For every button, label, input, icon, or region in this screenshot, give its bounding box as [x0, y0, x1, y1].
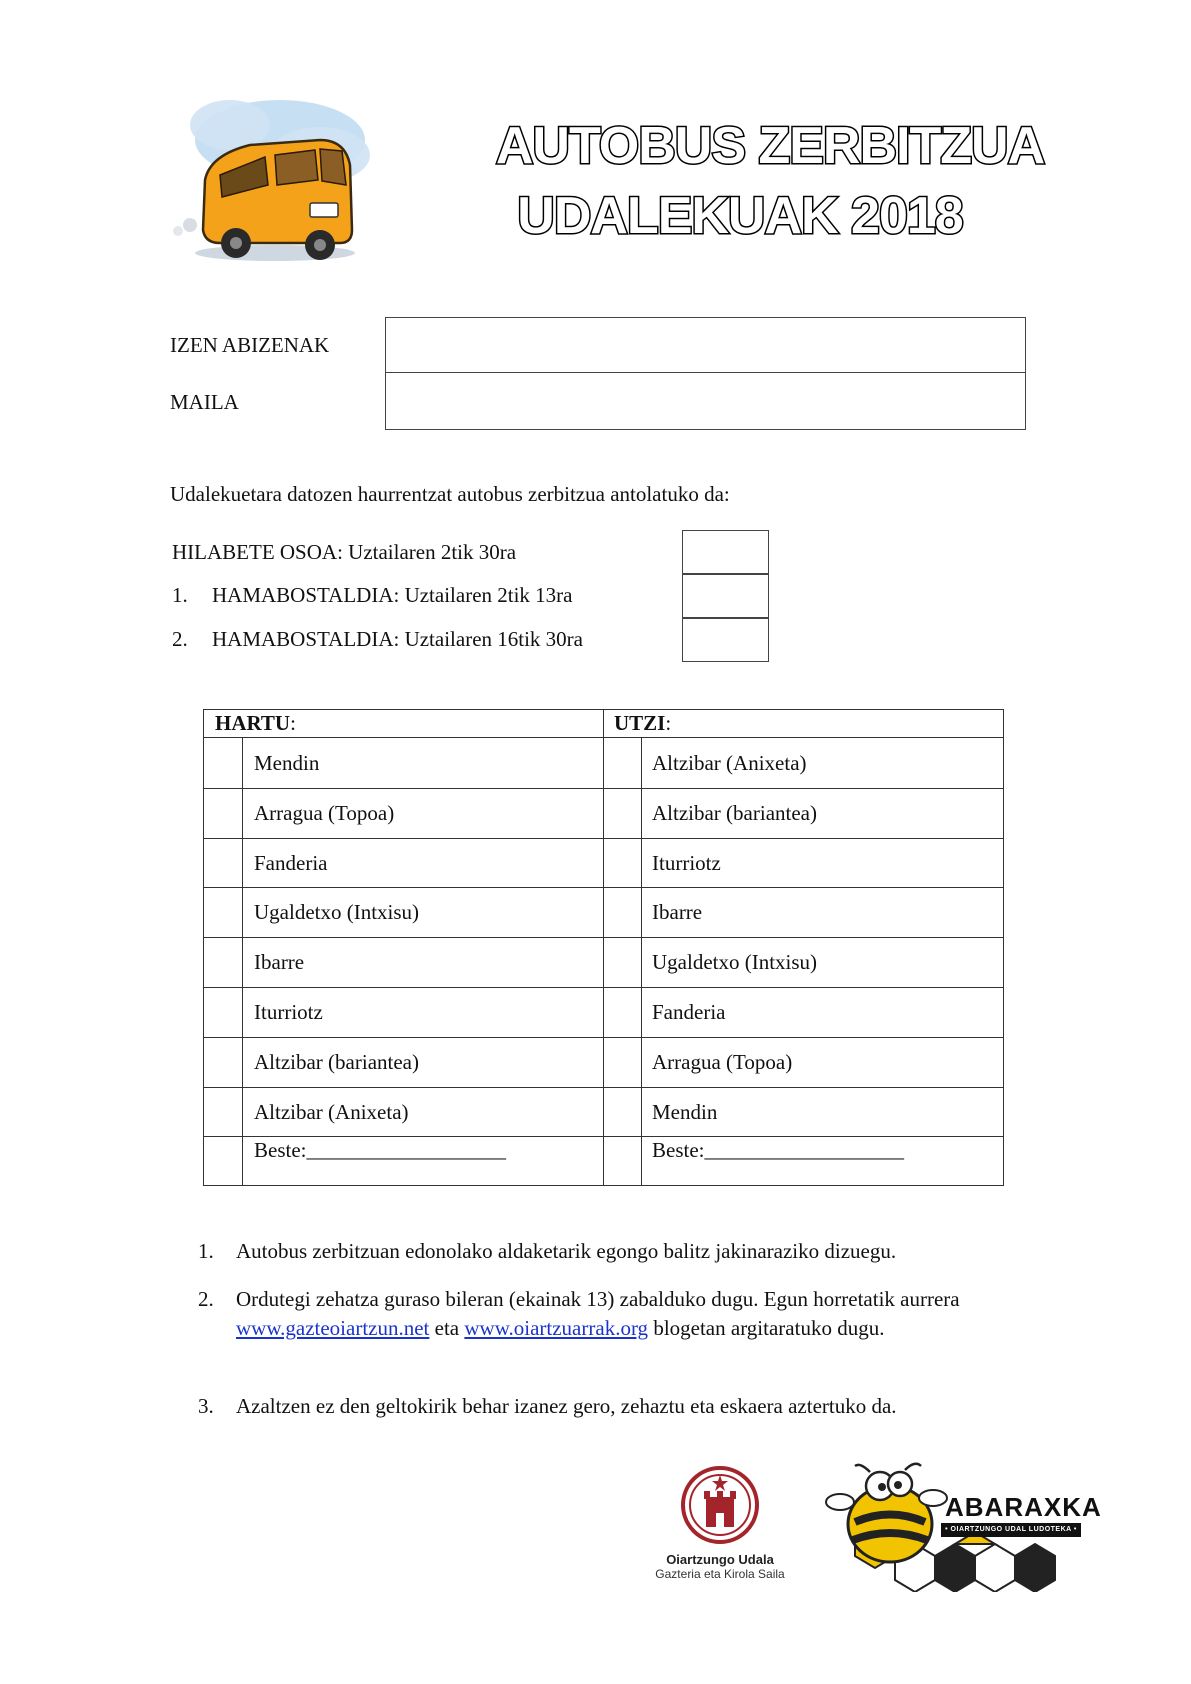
note-3: 3. Azaltzen ez den geltokirik behar izanez gero, zehaztu eta eskaera aztertuko da. [198, 1392, 1038, 1421]
oiartzun-udala-logo [640, 1465, 800, 1600]
period-second-fortnight [172, 627, 583, 652]
period-number: 2. [172, 627, 188, 651]
period-label: HAMABOSTALDIA: Uztailaren 16tik 30ra [212, 627, 583, 651]
udala-department: Gazteria eta Kirola Saila [655, 1567, 785, 1581]
hartu-checkbox[interactable] [204, 788, 242, 838]
hartu-stop-label: Altzibar (Anixeta) [254, 1099, 409, 1124]
hartu-stop-label: Altzibar (bariantea) [254, 1049, 419, 1074]
hartu-stop-label: Arragua (Topoa) [254, 800, 395, 825]
utzi-stop-label: Beste:___________________ [652, 1138, 904, 1163]
utzi-stop-label: Ugaldetxo (Intxisu) [652, 950, 818, 975]
period-label: HAMABOSTALDIA: Uztailaren 2tik 13ra [212, 583, 573, 607]
stop-row [204, 887, 1003, 937]
stop-row [204, 1087, 1003, 1137]
stop-row [204, 1136, 1003, 1186]
abaraxka-title: ABARAXKA [945, 1492, 1102, 1522]
hartu-checkbox[interactable] [204, 887, 242, 937]
town-seal-icon [680, 1465, 760, 1545]
hartu-stop-label: Ugaldetxo (Intxisu) [254, 900, 420, 925]
utzi-checkbox[interactable] [604, 1037, 642, 1087]
udala-name: Oiartzungo Udala [666, 1552, 774, 1567]
level-label: MAILA [170, 390, 239, 414]
hartu-stop-label: Mendin [254, 751, 320, 775]
utzi-checkbox[interactable] [604, 1136, 642, 1186]
hartu-checkbox[interactable] [204, 738, 242, 788]
note-2: 2. Ordutegi zehatza guraso bileran (ekainak 13) zabalduko dugu. Egun horretatik aurrera www.gazteoiartzun.net eta www.oiartzuarrak.org blogetan argitaratuko dugu. [198, 1285, 1038, 1343]
utzi-checkbox[interactable] [604, 1087, 642, 1137]
hartu-checkbox[interactable] [204, 1037, 242, 1087]
school-bus-icon [170, 85, 380, 270]
utzi-checkbox[interactable] [604, 738, 642, 788]
utzi-stop-label: Ibarre [652, 900, 703, 925]
name-label: IZEN ABIZENAK [170, 333, 330, 357]
intro-text: Udalekuetara datozen haurrentzat autobus zerbitzua antolatuko da: [170, 482, 730, 506]
utzi-checkbox[interactable] [604, 987, 642, 1037]
utzi-stop-label: Altzibar (Anixeta) [652, 751, 807, 775]
note-text: Ordutegi zehatza guraso bileran (ekainak 13) zabalduko dugu. Egun horretatik aurrera www.gazteoiartzun.net eta www.oiartzuarrak.org blogetan argitaratuko dugu. [236, 1287, 960, 1340]
stop-row [204, 987, 1003, 1037]
utzi-stop-label: Arragua (Topoa) [652, 1049, 793, 1074]
stop-row [204, 1037, 1003, 1087]
hartu-checkbox[interactable] [204, 937, 242, 987]
gazteoiartzun-link[interactable]: www.gazteoiartzun.net [236, 1316, 430, 1340]
page-title-line-1: AUTOBUS ZERBITZUA [495, 117, 1045, 175]
period-label: HILABETE OSOA: Uztailaren 2tik 30ra [172, 540, 517, 564]
utzi-stop-label: Iturriotz [652, 850, 721, 875]
utzi-checkbox[interactable] [604, 937, 642, 987]
utzi-header: UTZI: [614, 711, 672, 735]
name-field[interactable] [385, 317, 1026, 373]
hartu-header: HARTU: [215, 711, 296, 735]
abaraxka-subtitle: • OIARTZUNGO UDAL LUDOTEKA • [941, 1523, 1081, 1537]
utzi-stop-label: Mendin [652, 1099, 718, 1124]
note-1: 1. Autobus zerbitzuan edonolako aldaketarik egongo balitz jakinaraziko dizuegu. [198, 1237, 1038, 1266]
hartu-checkbox[interactable] [204, 838, 242, 888]
utzi-checkbox[interactable] [604, 788, 642, 838]
page-title-line-2: UDALEKUAK 2018 [517, 187, 963, 245]
stop-row [204, 838, 1003, 888]
stop-row [204, 937, 1003, 987]
oiartzuarrak-link[interactable]: www.oiartzuarrak.org [464, 1316, 649, 1340]
hartu-stop-label: Fanderia [254, 850, 328, 875]
period-1-checkbox[interactable] [682, 574, 769, 618]
period-number: 1. [172, 583, 188, 607]
utzi-stop-label: Fanderia [652, 1000, 726, 1024]
hartu-checkbox[interactable] [204, 1136, 242, 1186]
period-full-month [172, 540, 516, 565]
period-full-checkbox[interactable] [682, 530, 769, 574]
stop-row [204, 788, 1003, 838]
hartu-checkbox[interactable] [204, 1087, 242, 1137]
utzi-checkbox[interactable] [604, 887, 642, 937]
hartu-stop-label: Beste:___________________ [254, 1138, 506, 1163]
hartu-stop-label: Iturriotz [254, 1000, 323, 1024]
stop-row [204, 738, 1003, 788]
abaraxka-logo [825, 1462, 1102, 1592]
level-field[interactable] [385, 373, 1026, 430]
period-first-fortnight [172, 583, 573, 608]
hartu-checkbox[interactable] [204, 987, 242, 1037]
hartu-stop-label: Ibarre [254, 950, 305, 975]
stops-table [203, 709, 1004, 1186]
note-text: Autobus zerbitzuan edonolako aldaketarik egongo balitz jakinaraziko dizuegu. [236, 1239, 897, 1263]
note-text: Azaltzen ez den geltokirik behar izanez gero, zehaztu eta eskaera aztertuko da. [236, 1394, 897, 1418]
utzi-checkbox[interactable] [604, 838, 642, 888]
period-2-checkbox[interactable] [682, 618, 769, 662]
utzi-stop-label: Altzibar (bariantea) [652, 800, 817, 825]
